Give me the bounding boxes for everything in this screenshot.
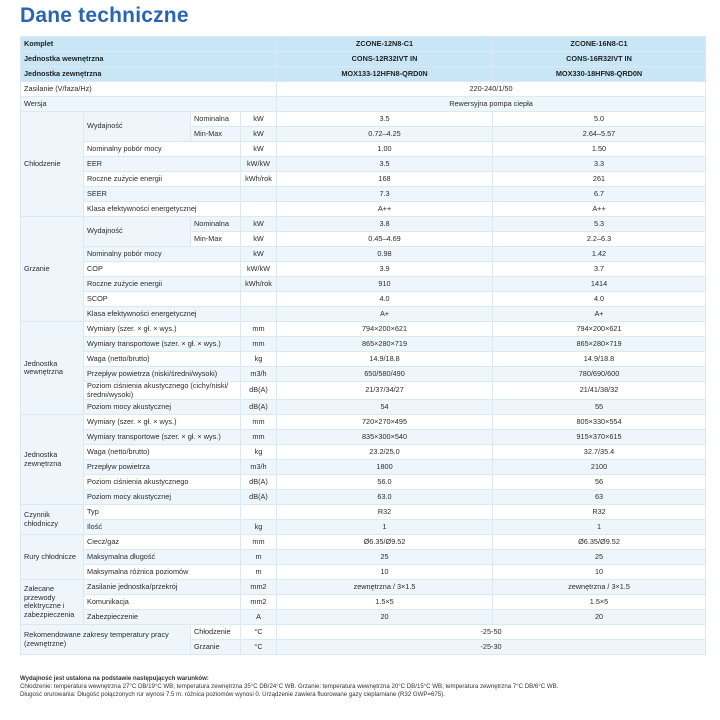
unit-cell: mm bbox=[241, 415, 277, 430]
value-cell-2: 794×200×621 bbox=[493, 322, 706, 337]
unit-cell: °C bbox=[241, 625, 277, 640]
table-row bbox=[21, 475, 706, 490]
table-row bbox=[21, 505, 706, 520]
unit-cell: kW bbox=[241, 232, 277, 247]
unit-cell: m3/h bbox=[241, 460, 277, 475]
row-label: Przepływ powietrza (niski/średni/wysoki) bbox=[84, 367, 241, 382]
row-label: COP bbox=[84, 262, 241, 277]
unit-cell: mm2 bbox=[241, 595, 277, 610]
row-label: Poziom mocy akustycznej bbox=[84, 400, 241, 415]
value-cell-merged: Rewersyjna pompa ciepła bbox=[277, 97, 706, 112]
notes-line: Chłodzenie: temperatura wewnętrzna 27°C DB/19°C WB; temperatura zewnętrzna 35°C DB/24°C WB. Grzanie: temperatura wewnętrzna 20°C DB/15°C WB; temperatura zewnętrzna 7°C DB/6°C WB. bbox=[20, 683, 559, 690]
unit-cell: m bbox=[241, 565, 277, 580]
table-row bbox=[21, 535, 706, 550]
table-row bbox=[21, 430, 706, 445]
row-label: Waga (netto/brutto) bbox=[84, 445, 241, 460]
unit-cell: A bbox=[241, 610, 277, 625]
value-cell-1: 1800 bbox=[277, 460, 493, 475]
value-cell-2: 25 bbox=[493, 550, 706, 565]
value-cell-1: 21/37/34/27 bbox=[277, 382, 493, 400]
table-row bbox=[21, 625, 706, 640]
table-row bbox=[21, 382, 706, 400]
value-cell-merged: -25-30 bbox=[277, 640, 706, 655]
value-cell-2: A+ bbox=[493, 307, 706, 322]
row-label: Komunikacja bbox=[84, 595, 241, 610]
sub-label: Nominalna bbox=[191, 217, 241, 232]
unit-cell: mm2 bbox=[241, 580, 277, 595]
unit-cell: mm bbox=[241, 337, 277, 352]
unit-cell bbox=[241, 202, 277, 217]
table-row bbox=[21, 520, 706, 535]
row-label: Zabezpieczenie bbox=[84, 610, 241, 625]
row-label: SCOP bbox=[84, 292, 241, 307]
section-label: Jednostka zewnętrzna bbox=[21, 415, 84, 505]
notes-line: Długość orurowania: Długość połączonych rur wynosi 7.5 m. różnica poziomów wynosi 0. Urządzenie zawiera fluorowane gazy cieplarniane (R32 GWP=675). bbox=[20, 691, 445, 698]
value-cell-1: 3.5 bbox=[277, 157, 493, 172]
unit-cell: mm bbox=[241, 430, 277, 445]
value-cell-2: A++ bbox=[493, 202, 706, 217]
table-row bbox=[21, 322, 706, 337]
value-cell-1: 7.3 bbox=[277, 187, 493, 202]
sub-label: Grzanie bbox=[191, 640, 241, 655]
value-cell-2: 3.7 bbox=[493, 262, 706, 277]
unit-cell bbox=[241, 505, 277, 520]
value-cell-1: 1.5×5 bbox=[277, 595, 493, 610]
value-cell-1: 910 bbox=[277, 277, 493, 292]
row-label: Poziom ciśnienia akustycznego (cichy/niski/średni/wysoki) bbox=[84, 382, 241, 400]
value-cell-1: 168 bbox=[277, 172, 493, 187]
unit-cell: dB(A) bbox=[241, 400, 277, 415]
unit-cell: kW/kW bbox=[241, 157, 277, 172]
row-label: Wymiary (szer. × gł. × wys.) bbox=[84, 322, 241, 337]
table-row bbox=[21, 262, 706, 277]
value-cell-2: 261 bbox=[493, 172, 706, 187]
table-row bbox=[21, 292, 706, 307]
row-label: Roczne zużycie energii bbox=[84, 277, 241, 292]
unit-cell: kg bbox=[241, 445, 277, 460]
value-cell-1: R32 bbox=[277, 505, 493, 520]
unit-cell: kW bbox=[241, 217, 277, 232]
unit-cell: kWh/rok bbox=[241, 277, 277, 292]
value-cell-1: 1 bbox=[277, 520, 493, 535]
unit-cell: kW/kW bbox=[241, 262, 277, 277]
unit-cell bbox=[241, 307, 277, 322]
unit-cell: dB(A) bbox=[241, 490, 277, 505]
value-cell-2: 1 bbox=[493, 520, 706, 535]
table-row bbox=[21, 460, 706, 475]
row-label: Jednostka zewnętrzna bbox=[21, 67, 277, 82]
section-label: Grzanie bbox=[21, 217, 84, 322]
value-cell-2: 20 bbox=[493, 610, 706, 625]
table-row bbox=[21, 97, 706, 112]
section-label: Czynnik chłodniczy bbox=[21, 505, 84, 535]
table-row bbox=[21, 610, 706, 625]
value-cell-1: zewnętrzna / 3×1.5 bbox=[277, 580, 493, 595]
unit-cell: m3/h bbox=[241, 367, 277, 382]
unit-cell: dB(A) bbox=[241, 382, 277, 400]
table-row bbox=[21, 187, 706, 202]
value-cell-1: 10 bbox=[277, 565, 493, 580]
value-cell-2: ZCONE-16N8-C1 bbox=[493, 37, 706, 52]
value-cell-2: 865×280×719 bbox=[493, 337, 706, 352]
row-label: Waga (netto/brutto) bbox=[84, 352, 241, 367]
unit-cell: kW bbox=[241, 112, 277, 127]
sub-label: Min-Max bbox=[191, 232, 241, 247]
row-label: Typ bbox=[84, 505, 241, 520]
value-cell-2: zewnętrzna / 3×1.5 bbox=[493, 580, 706, 595]
row-label: Ciecz/gaz bbox=[84, 535, 241, 550]
table-row bbox=[21, 565, 706, 580]
table-row bbox=[21, 595, 706, 610]
value-cell-1: 865×280×719 bbox=[277, 337, 493, 352]
unit-cell: kg bbox=[241, 520, 277, 535]
table-row bbox=[21, 67, 706, 82]
table-row bbox=[21, 82, 706, 97]
table-row bbox=[21, 415, 706, 430]
table-row bbox=[21, 172, 706, 187]
value-cell-1: 0.98 bbox=[277, 247, 493, 262]
table-row bbox=[21, 445, 706, 460]
value-cell-2: 805×330×554 bbox=[493, 415, 706, 430]
value-cell-1: 650/580/490 bbox=[277, 367, 493, 382]
value-cell-1: 835×300×540 bbox=[277, 430, 493, 445]
value-cell-2: Ø6.35/Ø9.52 bbox=[493, 535, 706, 550]
unit-cell: kW bbox=[241, 127, 277, 142]
section-label: Rury chłodnicze bbox=[21, 535, 84, 580]
unit-cell: dB(A) bbox=[241, 475, 277, 490]
value-cell-2: 5.3 bbox=[493, 217, 706, 232]
group-label: Wydajność bbox=[84, 217, 191, 247]
row-label: Wymiary (szer. × gł. × wys.) bbox=[84, 415, 241, 430]
value-cell-2: 1.5×5 bbox=[493, 595, 706, 610]
table-row bbox=[21, 307, 706, 322]
row-label: Zasilanie jednostka/przekrój bbox=[84, 580, 241, 595]
sub-label: Nominalna bbox=[191, 112, 241, 127]
value-cell-2: 56 bbox=[493, 475, 706, 490]
value-cell-2: 2.64–5.57 bbox=[493, 127, 706, 142]
unit-cell: °C bbox=[241, 640, 277, 655]
value-cell-2: 55 bbox=[493, 400, 706, 415]
row-label: Przepływ powietrza bbox=[84, 460, 241, 475]
table-row bbox=[21, 352, 706, 367]
value-cell-1: CONS-12R32IVT IN bbox=[277, 52, 493, 67]
table-row bbox=[21, 367, 706, 382]
unit-cell: m bbox=[241, 550, 277, 565]
value-cell-1: 54 bbox=[277, 400, 493, 415]
value-cell-merged: -25-50 bbox=[277, 625, 706, 640]
value-cell-1: 1.00 bbox=[277, 142, 493, 157]
value-cell-2: 10 bbox=[493, 565, 706, 580]
unit-cell: kWh/rok bbox=[241, 172, 277, 187]
value-cell-1: 3.9 bbox=[277, 262, 493, 277]
value-cell-1: MOX133-12HFN8-QRD0N bbox=[277, 67, 493, 82]
value-cell-1: ZCONE-12N8-C1 bbox=[277, 37, 493, 52]
row-label: Zasilanie (V/faza/Hz) bbox=[21, 82, 277, 97]
value-cell-merged: 220-240/1/50 bbox=[277, 82, 706, 97]
row-label: SEER bbox=[84, 187, 241, 202]
row-label: Klasa efektywności energetycznej bbox=[84, 202, 241, 217]
row-label: Maksymalna różnica poziomów bbox=[84, 565, 241, 580]
table-row bbox=[21, 580, 706, 595]
row-label: Komplet bbox=[21, 37, 277, 52]
value-cell-1: 4.0 bbox=[277, 292, 493, 307]
section-label: Chłodzenie bbox=[21, 112, 84, 217]
value-cell-1: 3.5 bbox=[277, 112, 493, 127]
table-row bbox=[21, 157, 706, 172]
page-title: Dane techniczne bbox=[20, 4, 189, 27]
value-cell-2: 4.0 bbox=[493, 292, 706, 307]
unit-cell bbox=[241, 187, 277, 202]
value-cell-2: 6.7 bbox=[493, 187, 706, 202]
table-row bbox=[21, 490, 706, 505]
value-cell-2: 915×370×615 bbox=[493, 430, 706, 445]
unit-cell: kW bbox=[241, 142, 277, 157]
row-label: Nominalny pobór mocy bbox=[84, 247, 241, 262]
value-cell-1: 23.2/25.0 bbox=[277, 445, 493, 460]
unit-cell: mm bbox=[241, 535, 277, 550]
group-label: Wydajność bbox=[84, 112, 191, 142]
value-cell-1: 20 bbox=[277, 610, 493, 625]
value-cell-1: 3.8 bbox=[277, 217, 493, 232]
value-cell-1: 56.0 bbox=[277, 475, 493, 490]
value-cell-1: Ø6.35/Ø9.52 bbox=[277, 535, 493, 550]
unit-cell: kW bbox=[241, 247, 277, 262]
table-row bbox=[21, 112, 706, 127]
row-label: Wymiary transportowe (szer. × gł. × wys.) bbox=[84, 430, 241, 445]
notes bbox=[20, 675, 705, 699]
table-row bbox=[21, 202, 706, 217]
table-row bbox=[21, 337, 706, 352]
value-cell-2: CONS-16R32IVT IN bbox=[493, 52, 706, 67]
unit-cell: mm bbox=[241, 322, 277, 337]
row-label: Wymiary transportowe (szer. × gł. × wys.) bbox=[84, 337, 241, 352]
value-cell-2: 63 bbox=[493, 490, 706, 505]
value-cell-2: MOX330-18HFN8-QRD0N bbox=[493, 67, 706, 82]
section-label: Jednostka wewnętrzna bbox=[21, 322, 84, 415]
value-cell-2: 780/690/600 bbox=[493, 367, 706, 382]
value-cell-2: 32.7/35.4 bbox=[493, 445, 706, 460]
row-label: Poziom mocy akustycznej bbox=[84, 490, 241, 505]
value-cell-2: R32 bbox=[493, 505, 706, 520]
value-cell-1: A++ bbox=[277, 202, 493, 217]
table-row bbox=[21, 52, 706, 67]
row-label: Klasa efektywności energetycznej bbox=[84, 307, 241, 322]
value-cell-1: 0.72–4.25 bbox=[277, 127, 493, 142]
table-row bbox=[21, 37, 706, 52]
value-cell-2: 1414 bbox=[493, 277, 706, 292]
row-label: Wersja bbox=[21, 97, 277, 112]
section-label: Rekomendowane zakresy temperatury pracy (zewnętrzne) bbox=[21, 625, 191, 655]
row-label: Maksymalna długość bbox=[84, 550, 241, 565]
table-row bbox=[21, 217, 706, 232]
value-cell-1: 14.9/18.8 bbox=[277, 352, 493, 367]
unit-cell bbox=[241, 292, 277, 307]
table-row bbox=[21, 400, 706, 415]
sub-label: Min-Max bbox=[191, 127, 241, 142]
row-label: Poziom ciśnienia akustycznego bbox=[84, 475, 241, 490]
value-cell-1: 0.45–4.69 bbox=[277, 232, 493, 247]
section-label: Zalecane przewody elektryczne i zabezpieczenia bbox=[21, 580, 84, 625]
value-cell-2: 1.50 bbox=[493, 142, 706, 157]
notes-heading: Wydajność jest ustalona na podstawie następujących warunków: bbox=[20, 675, 209, 682]
value-cell-1: 794×200×621 bbox=[277, 322, 493, 337]
table-row bbox=[21, 277, 706, 292]
value-cell-2: 1.42 bbox=[493, 247, 706, 262]
table-row bbox=[21, 247, 706, 262]
value-cell-1: 25 bbox=[277, 550, 493, 565]
value-cell-1: 720×270×495 bbox=[277, 415, 493, 430]
value-cell-2: 14.9/18.8 bbox=[493, 352, 706, 367]
table-row bbox=[21, 550, 706, 565]
table-row bbox=[21, 142, 706, 157]
unit-cell: kg bbox=[241, 352, 277, 367]
value-cell-2: 2100 bbox=[493, 460, 706, 475]
value-cell-1: A+ bbox=[277, 307, 493, 322]
value-cell-1: 63.0 bbox=[277, 490, 493, 505]
spec-table bbox=[20, 36, 706, 655]
value-cell-2: 3.3 bbox=[493, 157, 706, 172]
value-cell-2: 21/41/38/32 bbox=[493, 382, 706, 400]
row-label: Jednostka wewnętrzna bbox=[21, 52, 277, 67]
row-label: Nominalny pobór mocy bbox=[84, 142, 241, 157]
row-label: EER bbox=[84, 157, 241, 172]
value-cell-2: 5.0 bbox=[493, 112, 706, 127]
sub-label: Chłodzenie bbox=[191, 625, 241, 640]
row-label: Ilość bbox=[84, 520, 241, 535]
row-label: Roczne zużycie energii bbox=[84, 172, 241, 187]
value-cell-2: 2.2–6.3 bbox=[493, 232, 706, 247]
